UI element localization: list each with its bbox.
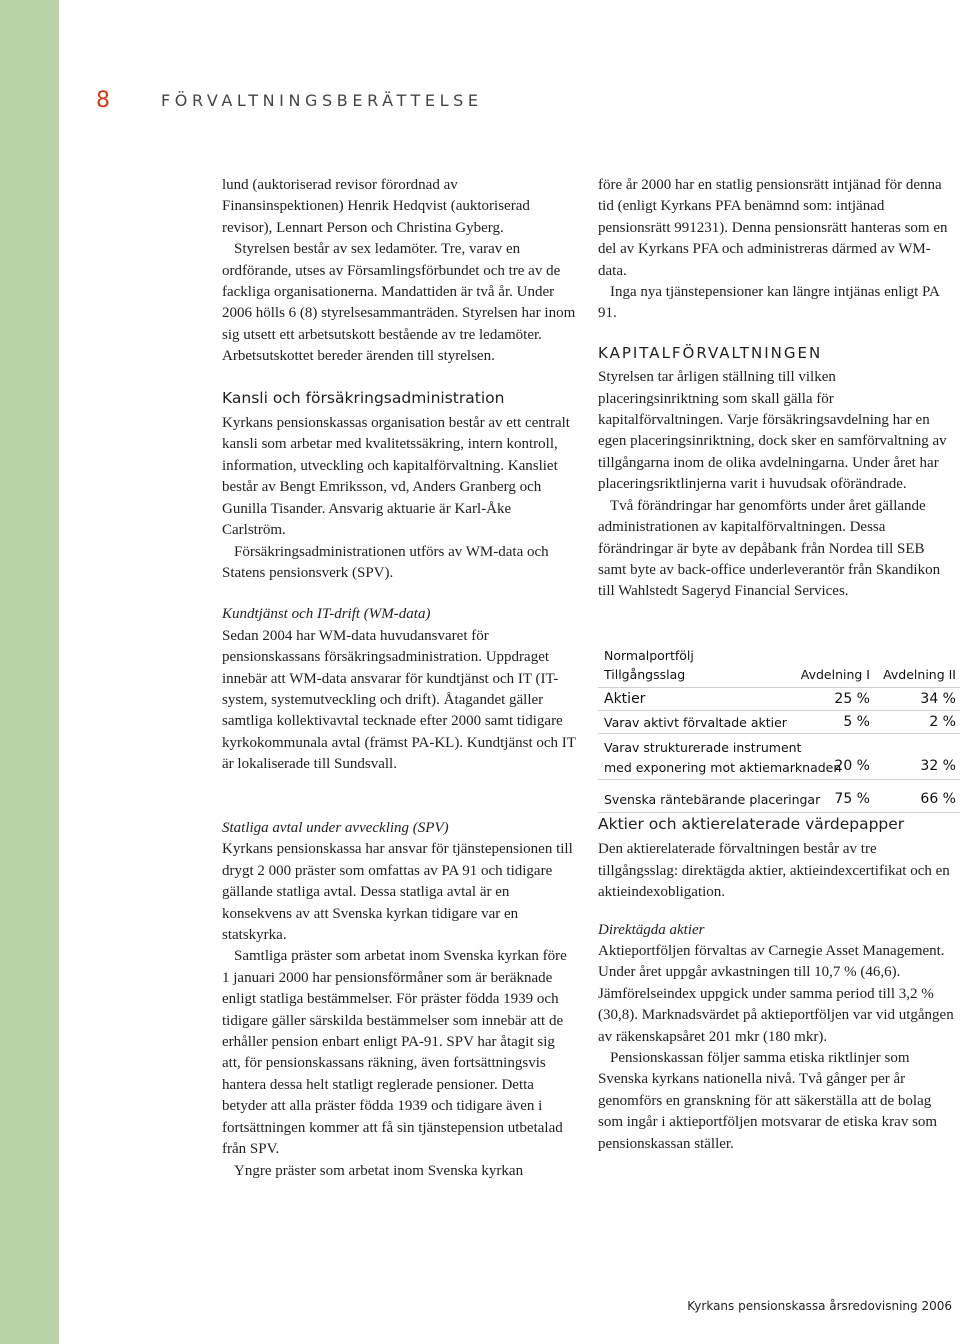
heading-aktier: Aktier och aktierelaterade värdepapper bbox=[598, 815, 905, 833]
heading-kansli: Kansli och försäkringsadministration bbox=[222, 388, 505, 407]
table-title-row bbox=[598, 640, 960, 662]
column-2-top bbox=[598, 175, 954, 603]
column-1-top bbox=[222, 175, 576, 776]
paragraph: Den aktierelaterade förvaltningen består av tre tillgångsslag: direktägda aktier, aktieindexcertifikat och en aktieindexobligation. bbox=[598, 841, 950, 901]
row-value-1: 5 % bbox=[843, 714, 870, 730]
page-number: 8 bbox=[96, 88, 110, 113]
paragraph: Pensionskassan följer samma etiska riktlinjer som Svenska kyrkans nationella nivå. Två gånger per år genomförs en granskning för att säkerställa att de bolag som ingår i aktieportföljen motsvarar de etiska krav som pensionskassan ställer. bbox=[598, 1050, 938, 1152]
row-label-line-2: med exponering mot aktiemarknaden bbox=[604, 760, 842, 775]
table-header-col2: Avdelning II bbox=[883, 667, 956, 682]
section-title: FÖRVALTNINGSBERÄTTELSE bbox=[161, 91, 483, 110]
paragraph: lund (auktoriserad revisor förordnad av Finansinspektionen) Henrik Hedqvist (auktoriserad revisor), Lennart Person och Christina Gyberg. bbox=[222, 177, 530, 236]
row-label: Varav aktivt förvaltade aktier bbox=[604, 715, 787, 730]
paragraph: före år 2000 har en statlig pensionsrätt intjänad för denna tid (enligt Kyrkans PFA benämnd som: intjänad pensionsrätt 991231). Denna pensionsrätt hanteras som en del av Kyrkans PFA och administreras därmed av WM-data. bbox=[598, 177, 948, 279]
table-row bbox=[598, 688, 960, 711]
table-row bbox=[598, 711, 960, 734]
paragraph: Aktieportföljen förvaltas av Carnegie Asset Management. Under året uppgår avkastningen till 10,7 % (46,6). Jämförelseindex uppgick under samma period till 3,2 % (30,8). Marknadsvärdet på aktieportföljen var vid utgången av räkenskapsåret 201 mkr (180 mkr). bbox=[598, 943, 954, 1045]
paragraph: Inga nya tjänstepensioner kan längre intjänas enligt PA 91. bbox=[598, 284, 939, 322]
normalportfolj-table bbox=[598, 640, 960, 813]
column-2-bottom bbox=[598, 814, 954, 1155]
row-label-line-1: Varav strukturerade instrument bbox=[604, 740, 802, 755]
table-header-label: Tillgångsslag bbox=[604, 667, 686, 682]
row-label: Svenska räntebärande placeringar bbox=[604, 792, 821, 807]
row-value-2: 32 % bbox=[920, 758, 956, 774]
table-header-row bbox=[598, 662, 960, 688]
table-title: Normalportfölj bbox=[604, 648, 694, 663]
paragraph: Två förändringar har genomförts under året gällande administrationen av kapitalförvaltningen. Dessa förändringar är byte av depåbank från Nordea till SEB samt byte av back-office underleverantör från Skandikon till Wahlstedt Sageryd Financial Services. bbox=[598, 497, 941, 600]
heading-statliga-avtal: Statliga avtal under avveckling (SPV) bbox=[222, 820, 449, 836]
row-value-2: 34 % bbox=[920, 691, 956, 707]
table-header-col1: Avdelning I bbox=[800, 667, 870, 682]
row-value-2: 66 % bbox=[920, 791, 956, 807]
table-row bbox=[598, 734, 960, 780]
row-value-1: 75 % bbox=[834, 791, 870, 807]
paragraph: Försäkringsadministrationen utförs av WM-data och Statens pensionsverk (SPV). bbox=[222, 543, 549, 581]
row-value-1: 25 % bbox=[834, 691, 870, 707]
column-1-bottom bbox=[222, 818, 576, 1182]
row-value-1: 20 % bbox=[834, 758, 870, 774]
paragraph: Styrelsen tar årligen ställning till vilken placeringsinriktning som skall gälla för kapitalförvaltningen. Varje försäkringsavdelning har en egen placeringsinriktning, dock sker en samförvaltning av tillgångarna inom de olika avdelningarna. Under året har placeringsriktlinjerna varit i huvudsak oförändrade. bbox=[598, 369, 947, 493]
table-row bbox=[598, 788, 960, 813]
paragraph: Sedan 2004 har WM-data huvudansvaret för pensionskassans försäkringsadministration. Uppdraget innebär att WM-data ansvarar för kundtjänst och IT (IT-system, systemutveckling och drift). Åtagandet gäller samtliga kollektivavtal tecknade efter 2000 samt tidigare kyrkokommunala avtal (främst PA-KL). Kundtjänst och IT är lokaliserade till Sundsvall. bbox=[222, 627, 576, 773]
paragraph: Yngre präster som arbetat inom Svenska kyrkan bbox=[234, 1162, 524, 1179]
paragraph: Styrelsen består av sex ledamöter. Tre, varav en ordförande, utses av Församlingsförbundet och tre av de fackliga organisationerna. Mandattiden är två år. Under 2006 hölls 6 (8) styrelsesammanträden. Styrelsen har inom sig utsett ett arbetsutskott bestående av tre ledamöter. Arbetsutskottet bereder ärenden till styrelsen. bbox=[222, 241, 576, 365]
footer: Kyrkans pensionskassa årsredovisning 2006 bbox=[687, 1299, 952, 1313]
row-label: Aktier bbox=[604, 691, 646, 707]
heading-kundtjanst: Kundtjänst och IT-drift (WM-data) bbox=[222, 606, 431, 623]
paragraph: Samtliga präster som arbetat inom Svenska kyrkan före 1 januari 2000 har pensionsförmåner som är beräknade enligt statliga bestämmelser. För präster födda 1939 och tidigare gäller särskilda bestämmelser som innebär att de erhåller pension enbart enligt PA-91. SPV har åtagit sig att, för pensionskassans räkning, även fortsättningsvis hantera dessa helt statligt reglerade pensioner. Detta betyder att alla präster födda 1939 och tidigare även i fortsättningen kommer att få sin tjänstepension utbetalad från SPV. bbox=[222, 948, 567, 1158]
paragraph: Kyrkans pensionskassa har ansvar för tjänstepensionen till drygt 2 000 präster som omfattas av PA 91 och tidigare gällande statliga avtal. Dessa statliga avtal är en konsekvens av att Svenska kyrkan tidigare var en statskyrka. bbox=[222, 841, 573, 944]
heading-direktagda-aktier: Direktägda aktier bbox=[598, 921, 705, 938]
heading-kapitalforvaltningen: KAPITALFÖRVALTNINGEN bbox=[598, 343, 823, 362]
paragraph: Kyrkans pensionskassas organisation består av ett centralt kansli som arbetar med kvalitetssäkring, intern kontroll, information, utveckling och kapitalförvaltning. Kansliet består av Bengt Emriksson, vd, Anders Granberg och Gunilla Tisander. Ansvarig aktuarie är Karl-Åke Carlström. bbox=[222, 415, 570, 539]
page-edge-band bbox=[0, 0, 59, 1344]
row-value-2: 2 % bbox=[929, 714, 956, 730]
